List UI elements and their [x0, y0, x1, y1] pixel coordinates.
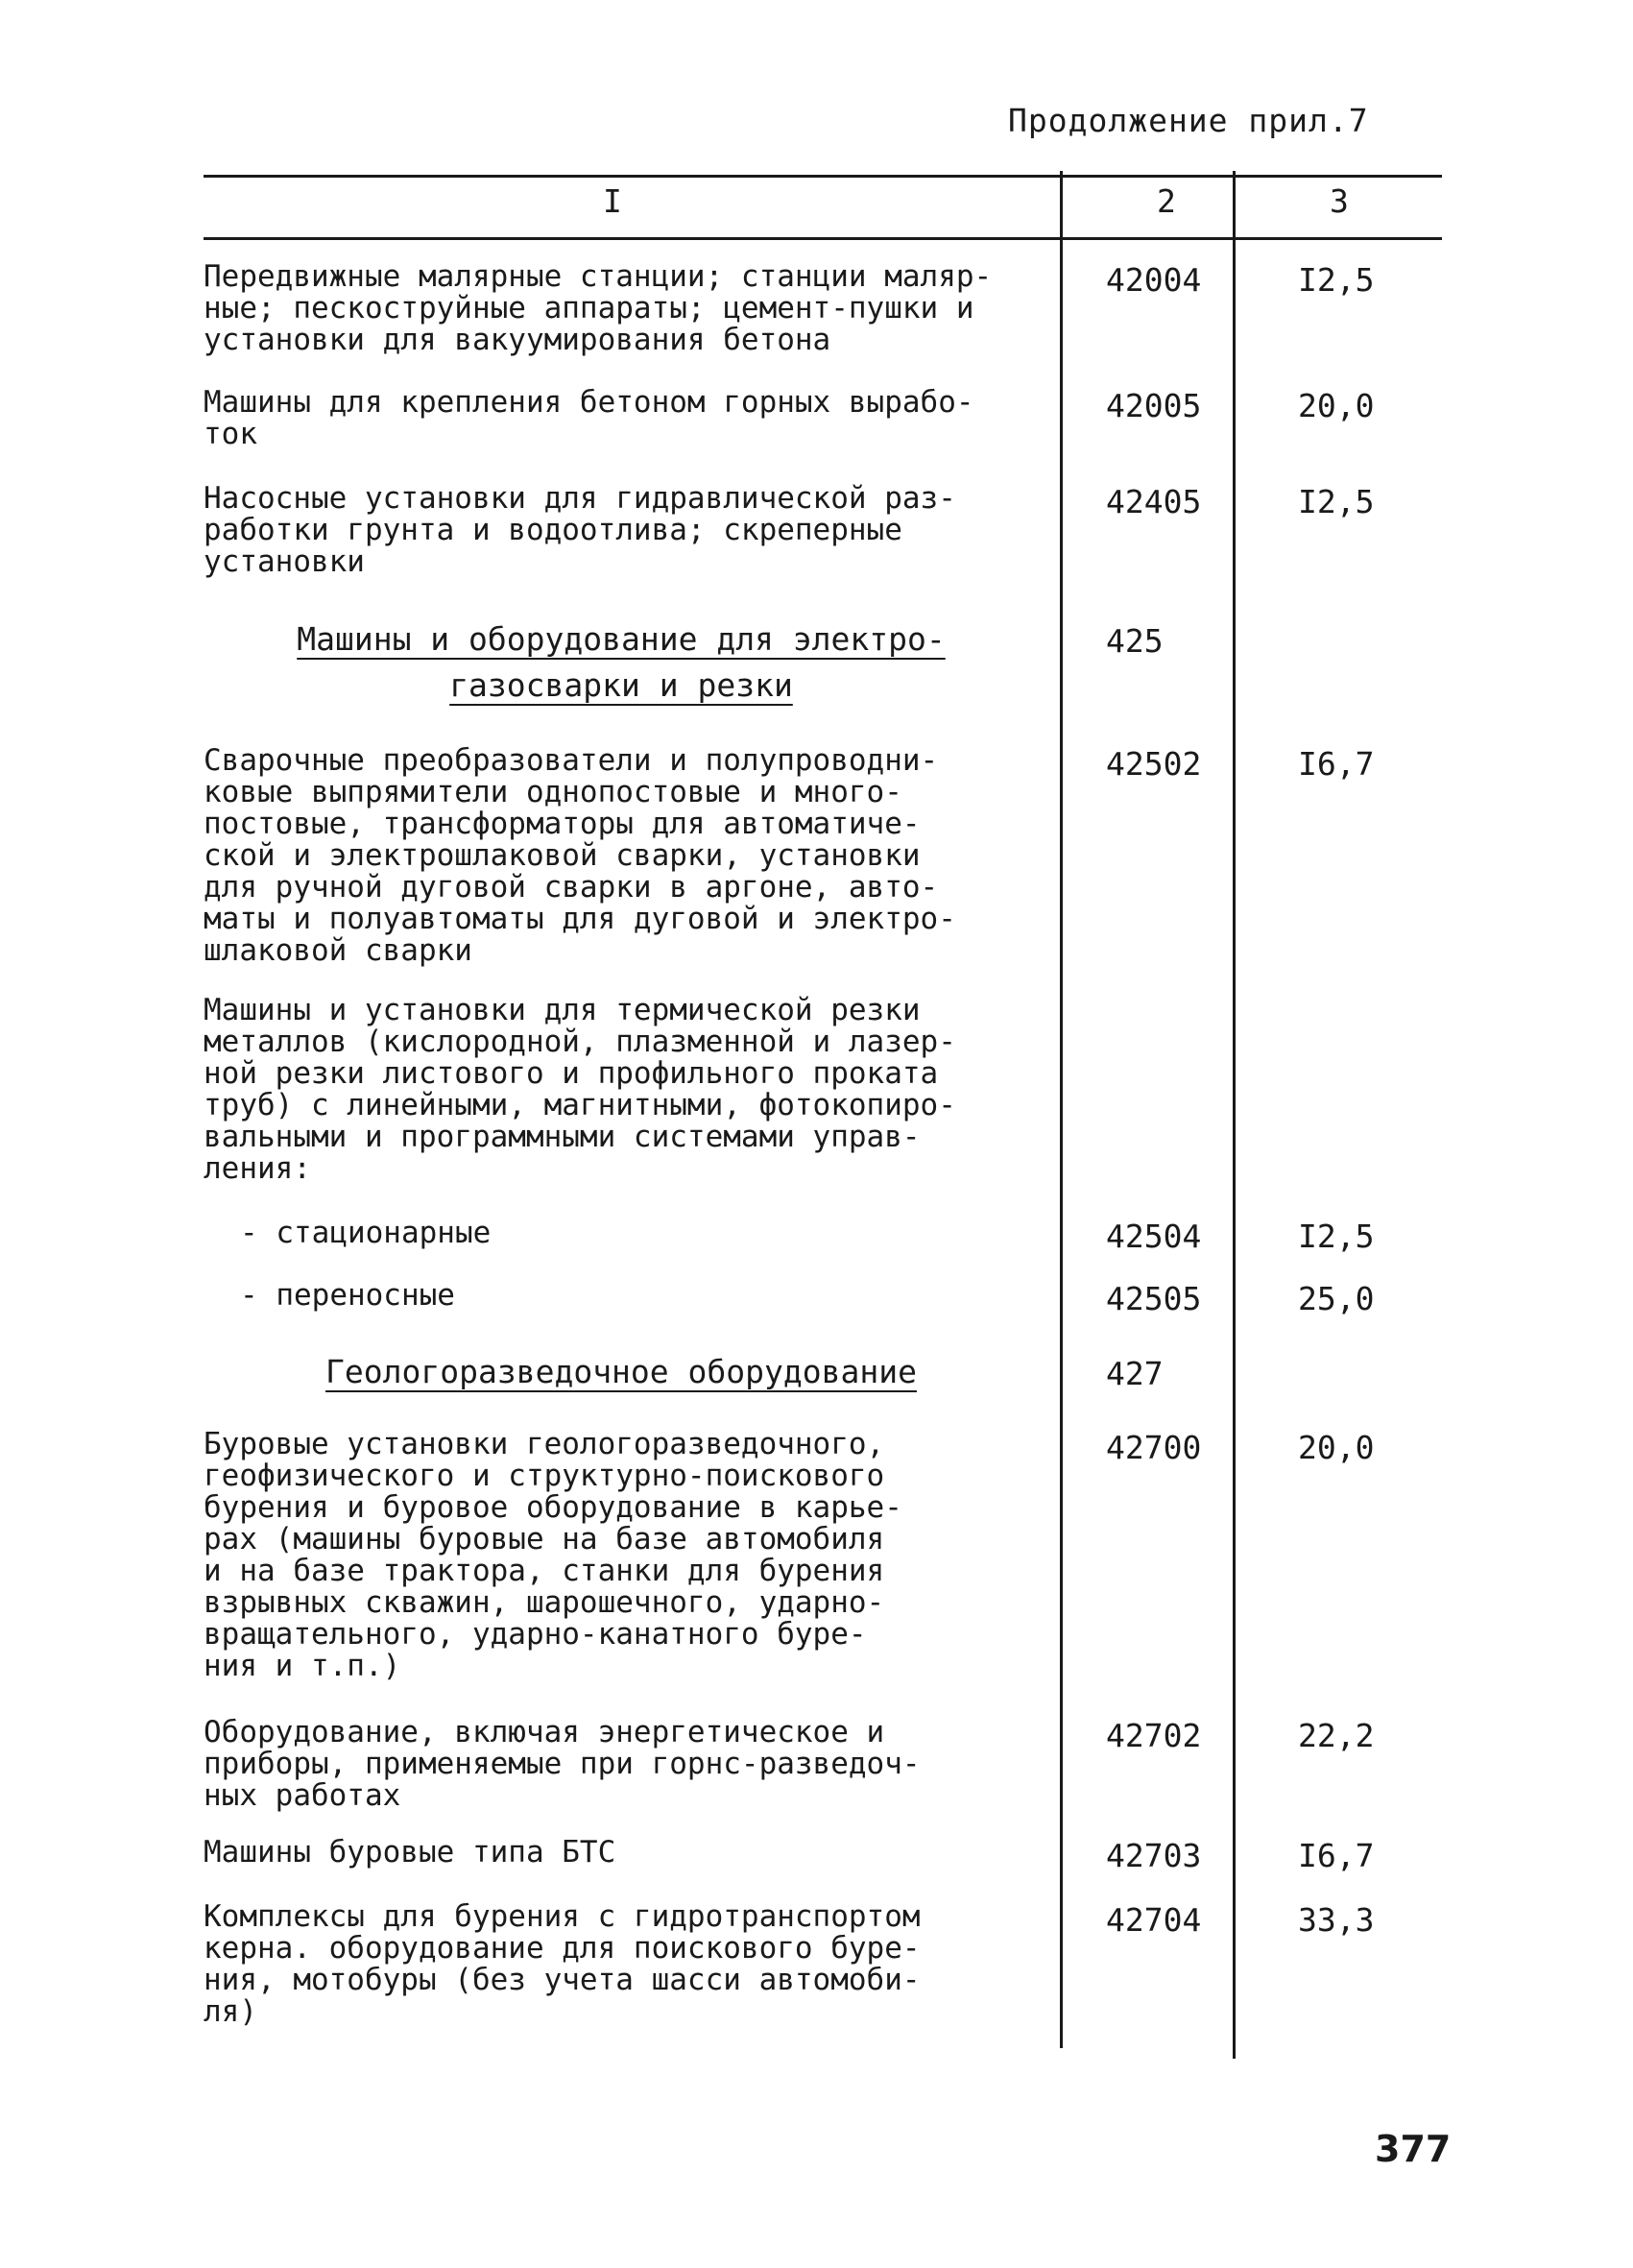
row-description: Насосные установки для гидравлической раз- работки грунта и водоотлива; скреперные установки: [204, 481, 956, 579]
row-rate: 33,3: [1298, 1901, 1375, 1939]
row-description: Буровые установки геологоразведочного, геофизического и структурно-поискового бурения и буровое оборудование в карье- рах (машины буровые на базе автомобиля и на базе трактора, станки для бурения взрывных скважин, шарошечного, ударно- вращательного, ударно-канатного буре- ния и т.п.): [204, 1427, 902, 1683]
continuation-label: Продолжение прил.7: [1008, 102, 1369, 139]
row-code: 42405: [1106, 483, 1202, 520]
row-code: 42005: [1106, 387, 1202, 424]
row-description: - стационарные: [240, 1216, 492, 1250]
column-divider-1: [1060, 171, 1063, 2048]
row-code: 425: [1106, 622, 1164, 660]
table-header-rule: [204, 237, 1442, 240]
column-divider-2: [1233, 171, 1236, 2059]
section-heading: [204, 1349, 1039, 1395]
row-rate: I2,5: [1298, 483, 1375, 520]
row-description: Машины для крепления бетоном горных вырабо- ток: [204, 385, 974, 451]
row-code: 42700: [1106, 1429, 1202, 1466]
row-rate: I2,5: [1298, 261, 1375, 299]
row-description: Комплексы для бурения с гидротранспортом керна. оборудование для поискового буре- ния, мотобуры (без учета шасси автомоби- ля): [204, 1899, 921, 2029]
row-code: 42702: [1106, 1717, 1202, 1754]
row-description: Оборудование, включая энергетическое и приборы, применяемые при горнс-разведоч- ных работах: [204, 1715, 921, 1813]
row-description: Машины и установки для термической резки металлов (кислородной, плазменной и лазер- ной резки листового и профильного проката труб) с линейными, магнитными, фотокопиро- вальными и программными системами управ- ления:: [204, 993, 956, 1186]
header-col-3: 3: [1330, 182, 1349, 220]
row-code: 42703: [1106, 1837, 1202, 1874]
section-heading-text: Машины и оборудование для электро- газосварки и резки: [297, 620, 946, 704]
row-rate: 25,0: [1298, 1280, 1375, 1317]
row-code: 42704: [1106, 1901, 1202, 1939]
row-description: Машины буровые типа БТС: [204, 1835, 616, 1870]
header-col-1: I: [603, 182, 622, 220]
row-rate: I6,7: [1298, 745, 1375, 783]
row-description: Передвижные малярные станции; станции маляр- ные; пескоструйные аппараты; цемент-пушки и установки для вакуумирования бетона: [204, 259, 993, 357]
row-code: 427: [1106, 1355, 1164, 1392]
table-top-rule: [204, 175, 1442, 178]
header-col-2: 2: [1157, 182, 1176, 220]
row-rate: I6,7: [1298, 1837, 1375, 1874]
row-code: 42502: [1106, 745, 1202, 783]
page-number: 377: [1375, 2128, 1452, 2170]
row-rate: 20,0: [1298, 1429, 1375, 1466]
section-heading-text: Геологоразведочное оборудование: [325, 1353, 917, 1390]
row-rate: 22,2: [1298, 1717, 1375, 1754]
row-code: 42504: [1106, 1218, 1202, 1255]
row-rate: I2,5: [1298, 1218, 1375, 1255]
row-rate: 20,0: [1298, 387, 1375, 424]
row-code: 42004: [1106, 261, 1202, 299]
section-heading: [204, 616, 1039, 709]
row-code: 42505: [1106, 1280, 1202, 1317]
row-description: - переносные: [240, 1278, 455, 1313]
row-description: Сварочные преобразователи и полупроводни- ковые выпрямители однопостовые и много- постовые, трансформаторы для автоматиче- ской и электрошлаковой сварки, установки для ручной дуговой сварки в аргоне, авто- маты и полуавтоматы для дуговой и электро- шлаковой сварки: [204, 743, 956, 968]
